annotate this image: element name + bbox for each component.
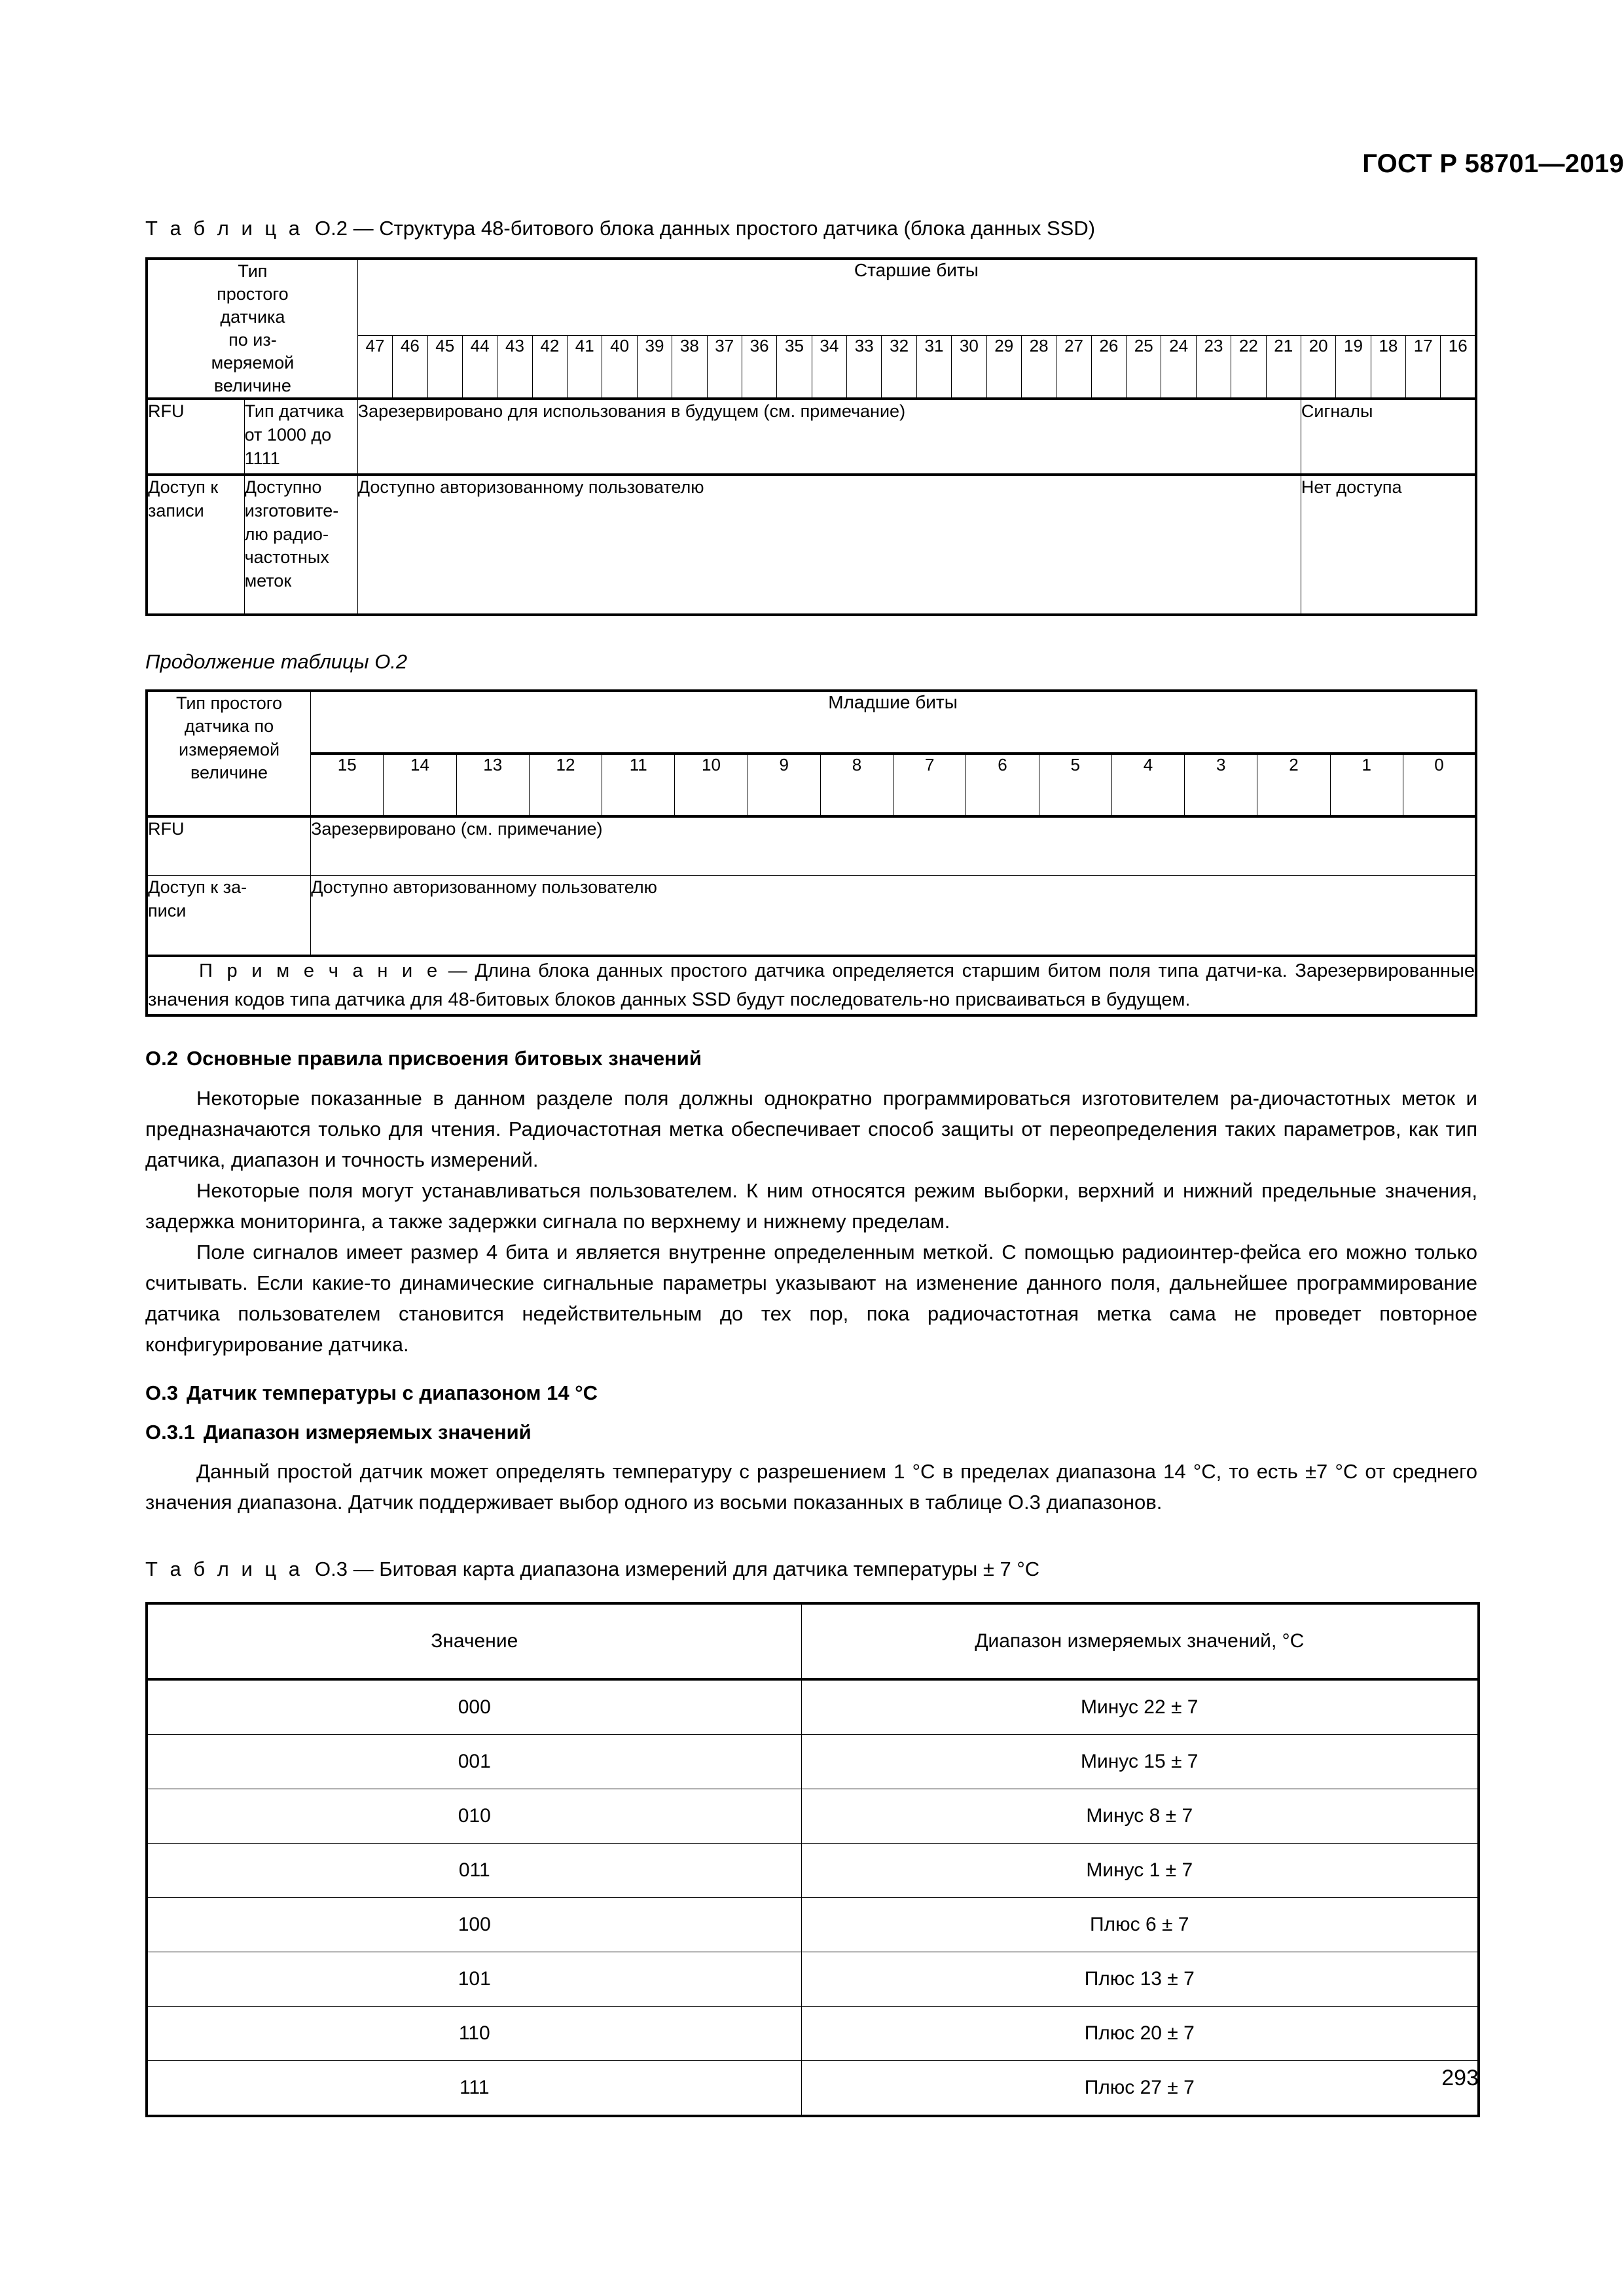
table-row — [147, 1603, 1479, 1679]
table-o2-caption-label: Т а б л и ц а — [145, 217, 304, 240]
bit-label-17: 17 — [1406, 335, 1441, 399]
paragraph: Поле сигналов имеет размер 4 бита и является внутренне определенным меткой. С помощью радиоинтер-фейса его можно только считывать. Если какие-то динамические сигнальные параметры указывают на изменение данного поля, дальнейшее программирование датчика пользователем становится недействительным до тех пор, пока радиочастотная метка сама не проведет повторное конфигурирование датчика. — [145, 1241, 1477, 1357]
table-o2-r1-c3: Зарезервировано для использования в будущем (см. примечание) — [357, 399, 1301, 475]
table-row — [147, 754, 1476, 816]
table-row — [147, 691, 1476, 754]
bit-label-25: 25 — [1127, 335, 1161, 399]
table-o3-caption-label: Т а б л и ц а — [145, 1558, 304, 1581]
bit-label-14: 14 — [384, 754, 456, 816]
bit-label-3: 3 — [1185, 754, 1257, 816]
bit-label-7: 7 — [893, 754, 966, 816]
bit-label-9: 9 — [748, 754, 820, 816]
label-part: Доступ к за- — [148, 877, 247, 898]
table-o2-r2-c3: Доступно авторизованному пользователю — [357, 475, 1301, 615]
label-part: писи — [148, 900, 187, 920]
bit-label-39: 39 — [637, 335, 672, 399]
bit-label-1: 1 — [1330, 754, 1403, 816]
section-title: Диапазон измеряемых значений — [203, 1420, 532, 1444]
document-header: ГОСТ Р 58701—2019 — [1362, 149, 1624, 178]
bit-label-12: 12 — [529, 754, 602, 816]
hdr-line: меряемой — [211, 353, 295, 373]
bit-label-26: 26 — [1091, 335, 1126, 399]
bit-label-2: 2 — [1257, 754, 1330, 816]
bit-label-42: 42 — [532, 335, 567, 399]
bit-label-43: 43 — [497, 335, 532, 399]
paragraph: Данный простой датчик может определять температуру с разрешением 1 °C в пределах диапазона 14 °C, то есть ±7 °C от среднего значения диапазона. Датчик поддерживает выбор одного из восьми показанных в таблице О.3 диапазонов. — [145, 1460, 1477, 1514]
table-o3-cell-range: Минус 22 ± 7 — [801, 1679, 1479, 1735]
table-o2c-group-header: Младшие биты — [311, 691, 1476, 754]
table-o2c-r1-c1: RFU — [147, 816, 311, 876]
note-text: — Длина блока данных простого датчика определяется старшим битом поля типа датчи-ка. Зарезервированные значения кодов типа датчика для 48-битовых блоков данных SSD будут последователь-но присваиваться в будущем. — [148, 960, 1475, 1010]
table-o3-cell-value: 010 — [147, 1789, 801, 1844]
bit-label-47: 47 — [357, 335, 392, 399]
bit-label-21: 21 — [1266, 335, 1301, 399]
table-row — [147, 876, 1476, 957]
table-o2-group-header: Старшие биты — [357, 259, 1476, 335]
table-o2-caption — [145, 216, 1477, 242]
bit-label-28: 28 — [1021, 335, 1056, 399]
table-row — [147, 1898, 1479, 1952]
table-o2 — [145, 257, 1477, 617]
bit-label-27: 27 — [1056, 335, 1091, 399]
table-o2-rowheader-type — [147, 259, 357, 399]
table-o2-r1-c1: RFU — [147, 399, 244, 475]
paragraph: Некоторые показанные в данном разделе поля должны однократно программироваться изготовителем ра-диочастотных меток и предназначаются только для чтения. Радиочастотная метка обеспечивает способ защиты от переопределения таких параметров, как тип датчика, диапазон и точность измерений. — [145, 1086, 1477, 1171]
table-o2-r2-c2: Доступно изготовите- лю радио- частотных меток — [244, 475, 357, 615]
bit-label-33: 33 — [847, 335, 882, 399]
bit-label-31: 31 — [916, 335, 951, 399]
table-o3-cell-value: 000 — [147, 1679, 801, 1735]
section-title: Основные правила присвоения битовых значений — [186, 1047, 702, 1070]
bit-label-8: 8 — [820, 754, 893, 816]
table-row — [147, 1679, 1479, 1735]
table-o2-caption-number: О.2 — [315, 217, 348, 240]
bit-label-36: 36 — [742, 335, 776, 399]
bit-label-16: 16 — [1441, 335, 1476, 399]
table-o2-r2-c1: Доступ к записи — [147, 475, 244, 615]
table-o3-header-value: Значение — [147, 1603, 801, 1679]
table-o3-header-range: Диапазон измеряемых значений, °C — [801, 1603, 1479, 1679]
bit-label-20: 20 — [1301, 335, 1335, 399]
table-o3-caption — [145, 1557, 1477, 1582]
justified-line — [148, 876, 310, 900]
table-o3-cell-value: 110 — [147, 2007, 801, 2061]
bit-label-38: 38 — [672, 335, 707, 399]
bit-label-10: 10 — [675, 754, 748, 816]
hdr-line: Тип — [238, 261, 268, 281]
table-o2c-r2-c2: Доступно авторизованному пользователю — [311, 876, 1476, 957]
section-heading-o31 — [145, 1419, 1477, 1446]
table-o3-cell-range: Плюс 13 ± 7 — [801, 1952, 1479, 2007]
bit-label-19: 19 — [1336, 335, 1371, 399]
bit-label-41: 41 — [568, 335, 602, 399]
section-number: О.3 — [145, 1381, 178, 1404]
table-o3-cell-value: 100 — [147, 1898, 801, 1952]
table-o2c-rowheader-type — [147, 691, 311, 816]
table-row — [147, 475, 1476, 615]
bit-label-22: 22 — [1231, 335, 1266, 399]
hdr-line: измеряемой — [179, 739, 280, 759]
bit-label-4: 4 — [1111, 754, 1184, 816]
bit-label-32: 32 — [882, 335, 916, 399]
bit-label-46: 46 — [393, 335, 427, 399]
bit-label-29: 29 — [986, 335, 1021, 399]
table-o2-continuation-caption: Продолжение таблицы О.2 — [145, 650, 408, 674]
bit-label-45: 45 — [427, 335, 462, 399]
bit-label-11: 11 — [602, 754, 675, 816]
table-row — [147, 259, 1476, 335]
table-o3-caption-text: — Битовая карта диапазона измерений для датчика температуры ± 7 °C — [353, 1558, 1040, 1581]
hdr-line: простого — [217, 283, 289, 304]
table-o3-cell-range: Минус 8 ± 7 — [801, 1789, 1479, 1844]
bit-label-5: 5 — [1039, 754, 1111, 816]
table-row — [147, 1844, 1479, 1898]
table-o2-caption-text: — Структура 48-битового блока данных простого датчика (блока данных SSD) — [353, 217, 1096, 240]
bit-label-30: 30 — [952, 335, 986, 399]
table-o3-cell-value: 011 — [147, 1844, 801, 1898]
bit-label-23: 23 — [1196, 335, 1231, 399]
hdr-line: Тип простого — [176, 693, 283, 714]
bit-label-40: 40 — [602, 335, 637, 399]
table-o2-r2-c4: Нет доступа — [1301, 475, 1476, 615]
table-row — [147, 399, 1476, 475]
section-heading-o2 — [145, 1046, 1477, 1072]
table-o2-r1-c4: Сигналы — [1301, 399, 1476, 475]
bit-label-37: 37 — [707, 335, 742, 399]
hdr-line: датчика по — [184, 716, 274, 737]
table-o3-cell-range: Плюс 6 ± 7 — [801, 1898, 1479, 1952]
bit-label-6: 6 — [966, 754, 1039, 816]
table-o2c-r1-c2: Зарезервировано (см. примечание) — [311, 816, 1476, 876]
table-row — [147, 956, 1476, 1015]
table-o2-continuation — [145, 689, 1477, 1017]
paragraph: Некоторые поля могут устанавливаться пользователем. К ним относятся режим выборки, верхний и нижний предельные значения, задержка мониторинга, а также задержки сигнала по верхнему и нижнему пределам. — [145, 1178, 1477, 1233]
section-number: О.3.1 — [145, 1420, 195, 1444]
section-heading-o3 — [145, 1380, 1477, 1406]
table-o3-cell-range: Минус 1 ± 7 — [801, 1844, 1479, 1898]
hdr-line: датчика — [220, 306, 285, 327]
bit-label-13: 13 — [456, 754, 529, 816]
note-label: П р и м е ч а н и е — [199, 960, 441, 982]
table-row — [147, 2007, 1479, 2061]
table-row — [147, 2061, 1479, 2117]
table-row — [147, 1952, 1479, 2007]
table-o2c-r2-c1 — [147, 876, 311, 957]
section-number: О.2 — [145, 1047, 178, 1070]
hdr-line: по из- — [228, 330, 277, 350]
table-o3-cell-range: Плюс 20 ± 7 — [801, 2007, 1479, 2061]
table-o3 — [145, 1602, 1480, 2117]
table-o3-caption-number: О.3 — [315, 1558, 348, 1581]
hdr-line: величине — [190, 762, 268, 782]
page-content — [145, 0, 1477, 2117]
hdr-line: величине — [213, 376, 291, 396]
bit-label-15: 15 — [311, 754, 384, 816]
bit-label-0: 0 — [1403, 754, 1476, 816]
bit-label-24: 24 — [1161, 335, 1196, 399]
page-number: 293 — [1441, 2066, 1479, 2090]
bit-label-35: 35 — [777, 335, 812, 399]
section-title: Датчик температуры с диапазоном 14 °C — [186, 1381, 598, 1404]
table-o3-cell-value: 001 — [147, 1735, 801, 1789]
table-o3-cell-value: 101 — [147, 1952, 801, 2007]
table-o3-cell-value: 111 — [147, 2061, 801, 2117]
table-row — [147, 1789, 1479, 1844]
table-o2-r1-c2: Тип датчика от 1000 до 1111 — [244, 399, 357, 475]
table-row — [147, 816, 1476, 876]
bit-label-44: 44 — [462, 335, 497, 399]
table-o3-cell-range: Плюс 27 ± 7 — [801, 2061, 1479, 2117]
bit-label-34: 34 — [812, 335, 846, 399]
table-o2c-note — [147, 956, 1476, 1015]
bit-label-18: 18 — [1371, 335, 1405, 399]
table-row — [147, 1735, 1479, 1789]
table-o3-cell-range: Минус 15 ± 7 — [801, 1735, 1479, 1789]
